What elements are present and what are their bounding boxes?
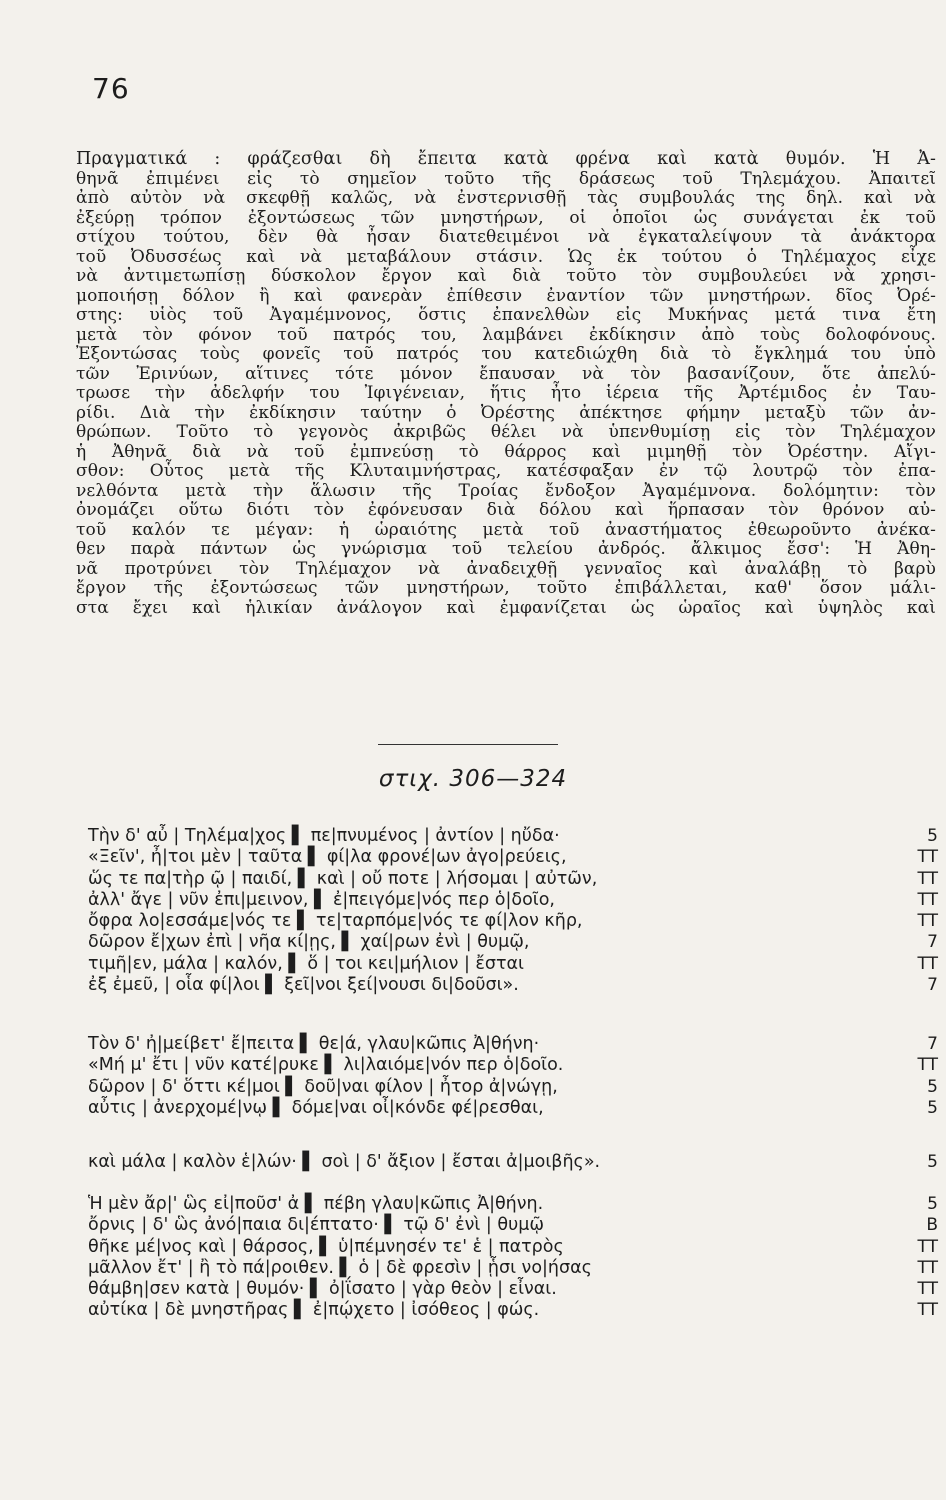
metre-mark: TT (917, 1279, 938, 1300)
metre-mark: 5 (927, 1076, 938, 1097)
verse-line (88, 1279, 938, 1300)
commentary-paragraph (76, 150, 936, 618)
verse-line (88, 1034, 938, 1055)
verse-line (88, 932, 938, 953)
verse-line (88, 911, 938, 932)
commentary-line: Πραγματικά : φράζεσθαι δὴ ἔπειτα κατὰ φρένα καὶ κατὰ θυμόν. Ἡ Ἀ- (76, 149, 936, 169)
metre-mark: 5 (927, 1097, 938, 1118)
verse-line (88, 1098, 938, 1119)
commentary-line: νελθόντα μετὰ τὴν ἅλωσιν τῆς Τροίας ἔνδοξον Ἀγαμέμνονα. δολόμητιν: τὸν (76, 480, 936, 501)
verse-line (88, 1152, 938, 1173)
section-divider (378, 744, 558, 745)
commentary-line: τρωσε τὴν ἀδελφήν του Ἰφιγένειαν, ἥτις ἦτο ἱέρεια τῆς Ἀρτέμιδος ἐν Ταυ- (76, 383, 936, 403)
verse-line (88, 1077, 938, 1098)
verse-line (88, 1237, 938, 1258)
verse-text: δῶρον | δ' ὅττι κέ|μοι ▌ δοῦ|ναι φίλον | ἦτορ ἀ|νώγῃ, (88, 1076, 558, 1097)
metre-mark: 7 (927, 932, 938, 953)
verse-text: καὶ μάλα | καλὸν ἑ|λών· ▌ σοὶ | δ' ἄξιον | ἔσται ἀ|μοιβῆς». (88, 1152, 601, 1172)
metre-mark: 7 (927, 975, 938, 996)
verse-text: Τὴν δ' αὖ | Τηλέμα|χος ▌ πε|πνυμένος | ἀντίον | ηὔδα· (88, 826, 560, 846)
verse-text: τιμῆ|εν, μάλα | καλόν, ▌ ὅ | τοι κει|μήλιον | ἔσται (88, 953, 524, 974)
commentary-line: ἀπὸ αὐτὸν νὰ σκεφθῇ καλῶς, νὰ ἐνστερνισθῇ τὰς συμβουλάς της δηλ. καὶ νὰ (76, 188, 936, 208)
metre-mark: TT (917, 911, 938, 932)
section-title: στιχ. 306—324 (378, 766, 568, 792)
verse-line (88, 975, 938, 996)
verse-line (88, 869, 938, 890)
verse-line (88, 1055, 938, 1076)
metre-mark: TT (917, 847, 938, 868)
commentary-line: ἡ Ἀθηνᾶ διὰ νὰ τοῦ ἐμπνεύσῃ τὸ θάρρος καὶ μιμηθῇ τὸν Ὀρέστην. Αἴγι- (76, 441, 936, 462)
metre-mark: 5 (927, 1194, 938, 1214)
commentary-line: στα ἔχει καὶ ἡλικίαν ἀνάλογον καὶ ἐμφανίζεται ὡς ὡραῖος καὶ ὑψηλὸς καὶ (76, 597, 936, 618)
verse-group-3 (88, 1152, 938, 1173)
commentary-line: μετὰ τὸν φόνον τοῦ πατρός του, λαμβάνει ἐκδίκησιν ἀπὸ τοὺς δολοφόνους. (76, 324, 936, 345)
verse-line (88, 1215, 938, 1236)
verse-line (88, 954, 938, 975)
commentary-line: νᾶ προτρύνει τὸν Τηλέμαχον νὰ ἀναδειχθῇ γενναῖος καὶ ἀναλάβῃ τὸ βαρὺ (76, 558, 936, 579)
metre-mark: TT (917, 1055, 938, 1076)
page-number: 76 (92, 72, 130, 105)
commentary-line: μοποιήσῃ δόλον ἢ καὶ φανερὰν ἐπίθεσιν ἐναντίον τῶν μνηστήρων. δῖος Ὀρέ- (76, 285, 936, 306)
commentary-line: σθον: Οὗτος μετὰ τῆς Κλυταιμνήστρας, κατέσφαξαν ἐν τῷ λουτρῷ τὸν ἐπα- (76, 461, 936, 481)
verse-text: «Ξεῖν', ἦ|τοι μὲν | ταῦτα ▌ φί|λα φρονέ|ων ἀγο|ρεύεις, (88, 847, 567, 868)
commentary-line: ὀνομάζει οὕτω διότι τὸν ἐφόνευσαν διὰ δόλου καὶ ἥρπασαν τὸν θρόνον αὐ- (76, 500, 936, 520)
verse-text: Τὸν δ' ἠ|μείβετ' ἔ|πειτα ▌ θε|ά, γλαυ|κῶπις Ἀ|θήνη· (88, 1034, 540, 1054)
verse-text: θάμβη|σεν κατὰ | θυμόν· ▌ ὀ|ΐσατο | γὰρ θεὸν | εἶναι. (88, 1279, 557, 1300)
verse-text: ὄφρα λο|εσσάμε|νός τε ▌ τε|ταρπόμε|νός τε φί|λον κῆρ, (88, 911, 583, 932)
commentary-line: θεν παρὰ πάντων ὡς γνώρισμα τοῦ τελείου ἀνδρός. ἄλκιμος ἔσσ': Ἡ Ἀθη- (76, 539, 936, 559)
verse-text: αὖτις | ἀνερχομέ|νῳ ▌ δόμε|ναι οἶ|κόνδε φέ|ρεσθαι, (88, 1097, 544, 1118)
verse-group-4 (88, 1194, 938, 1322)
commentary-line: ἐξεύρῃ τρόπον ἐξοντώσεως τῶν μνηστήρων, οἱ ὁποῖοι ὡς συνάγεται ἐκ τοῦ (76, 207, 936, 228)
verse-line (88, 847, 938, 868)
metre-mark: 7 (927, 1034, 938, 1054)
verse-line (88, 826, 938, 847)
metre-mark: TT (917, 1257, 938, 1278)
verse-text: ἐξ ἐμεῦ, | οἷα φί|λοι ▌ ξεῖ|νοι ξεί|νουσι δι|δοῦσι». (88, 975, 519, 996)
verse-group-2 (88, 1034, 938, 1119)
metre-mark: TT (917, 1236, 938, 1257)
commentary-line: ἔργον τῆς ἐξοντώσεως τῶν μνηστήρων, τοῦτο ἐπιβάλλεται, καθ' ὅσον μάλι- (76, 578, 936, 598)
verse-line (88, 1258, 938, 1279)
verse-line (88, 890, 938, 911)
verse-text: αὐτίκα | δὲ μνηστῆρας ▌ ἐ|πῴχετο | ἰσόθεος | φώς. (88, 1300, 540, 1321)
verse-line (88, 1300, 938, 1321)
metre-mark: 5 (927, 1152, 938, 1172)
verse-line (88, 1194, 938, 1215)
verse-text: Ἡ μὲν ἄρ|' ὣς εἰ|ποῦσ' ἀ ▌ πέβη γλαυ|κῶπις Ἀ|θήνη. (88, 1194, 544, 1214)
verse-group-1 (88, 826, 938, 996)
commentary-line: ρίδι. Διὰ τὴν ἐκδίκησιν ταύτην ὁ Ὀρέστης ἀπέκτησε φήμην μεταξὺ τῶν ἀν- (76, 402, 936, 423)
commentary-line: στης: υἱὸς τοῦ Ἀγαμέμνονος, ὅστις ἐπανελθὼν εἰς Μυκήνας μετά τινα ἔτη (76, 305, 936, 325)
metre-mark: TT (917, 868, 938, 889)
commentary-line: τοῦ Ὀδυσσέως καὶ νὰ μεταβάλουν στάσιν. Ὡς ἐκ τούτου ὁ Τηλέμαχος εἶχε (76, 246, 936, 267)
commentary-line: τοῦ καλόν τε μέγαν: ἡ ὡραιότης μετὰ τοῦ ἀναστήματος ἐθεωροῦντο ἀνέκα- (76, 519, 936, 540)
metre-mark: B (926, 1215, 938, 1236)
commentary-line: νὰ ἀντιμετωπίσῃ δύσκολον ἔργον καὶ διὰ τοῦτο τὸν συμβουλεύει νὰ χρησι- (76, 266, 936, 286)
metre-mark: TT (917, 1300, 938, 1321)
commentary-line: στίχου τούτου, δὲν θὰ ἦσαν διατεθειμένοι νὰ ἐγκαταλείψουν τὰ ἀνάκτορα (76, 227, 936, 247)
commentary-line: θηνᾶ ἐπιμένει εἰς τὸ σημεῖον τοῦτο τῆς δράσεως τοῦ Τηλεμάχου. Ἀπαιτεῖ (76, 168, 936, 189)
verse-text: δῶρον ἔ|χων ἐπὶ | νῆα κί|ῃς, ▌ χαί|ρων ἐνὶ | θυμῷ, (88, 932, 530, 953)
commentary-line: θρώπων. Τοῦτο τὸ γεγονὸς ἀκριβῶς θέλει νὰ ὑπενθυμίσῃ εἰς τὸν Τηλέμαχον (76, 422, 936, 442)
verse-text: ἀλλ' ἄγε | νῦν ἐπι|μεινον, ▌ ἐ|πειγόμε|νός περ ὁ|δοῖο, (88, 889, 555, 910)
commentary-line: τῶν Ἐρινύων, αἵτινες τότε μόνον ἔπαυσαν νὰ τὸν βασανίζουν, ὅτε ἀπελύ- (76, 363, 936, 384)
verse-text: θῆκε μέ|νος καὶ | θάρσος, ▌ ὑ|πέμνησέν τε' ἑ | πατρὸς (88, 1236, 564, 1257)
verse-text: ὄρνις | δ' ὣς ἀνό|παια δι|έπτατο· ▌ τῷ δ' ἐνὶ | θυμῷ (88, 1215, 544, 1236)
metre-mark: 5 (927, 826, 938, 846)
verse-text: μᾶλλον ἔτ' | ἢ τὸ πά|ροιθεν. ▌ ὁ | δὲ φρεσὶν | ᾗσι νο|ήσας (88, 1257, 592, 1278)
commentary-line: Ἐξοντώσας τοὺς φονεῖς τοῦ πατρός του κατεδιώχθη διὰ τὸ ἔγκλημά του ὑπὸ (76, 344, 936, 364)
verse-text: ὥς τε πα|τὴρ ῷ | παιδί, ▌ καὶ | οὔ ποτε | λήσομαι | αὐτῶν, (88, 868, 598, 889)
metre-mark: TT (917, 953, 938, 974)
verse-text: «Μή μ' ἔτι | νῦν κατέ|ρυκε ▌ λι|λαιόμε|νόν περ ὁ|δοῖο. (88, 1055, 564, 1076)
metre-mark: TT (917, 889, 938, 910)
